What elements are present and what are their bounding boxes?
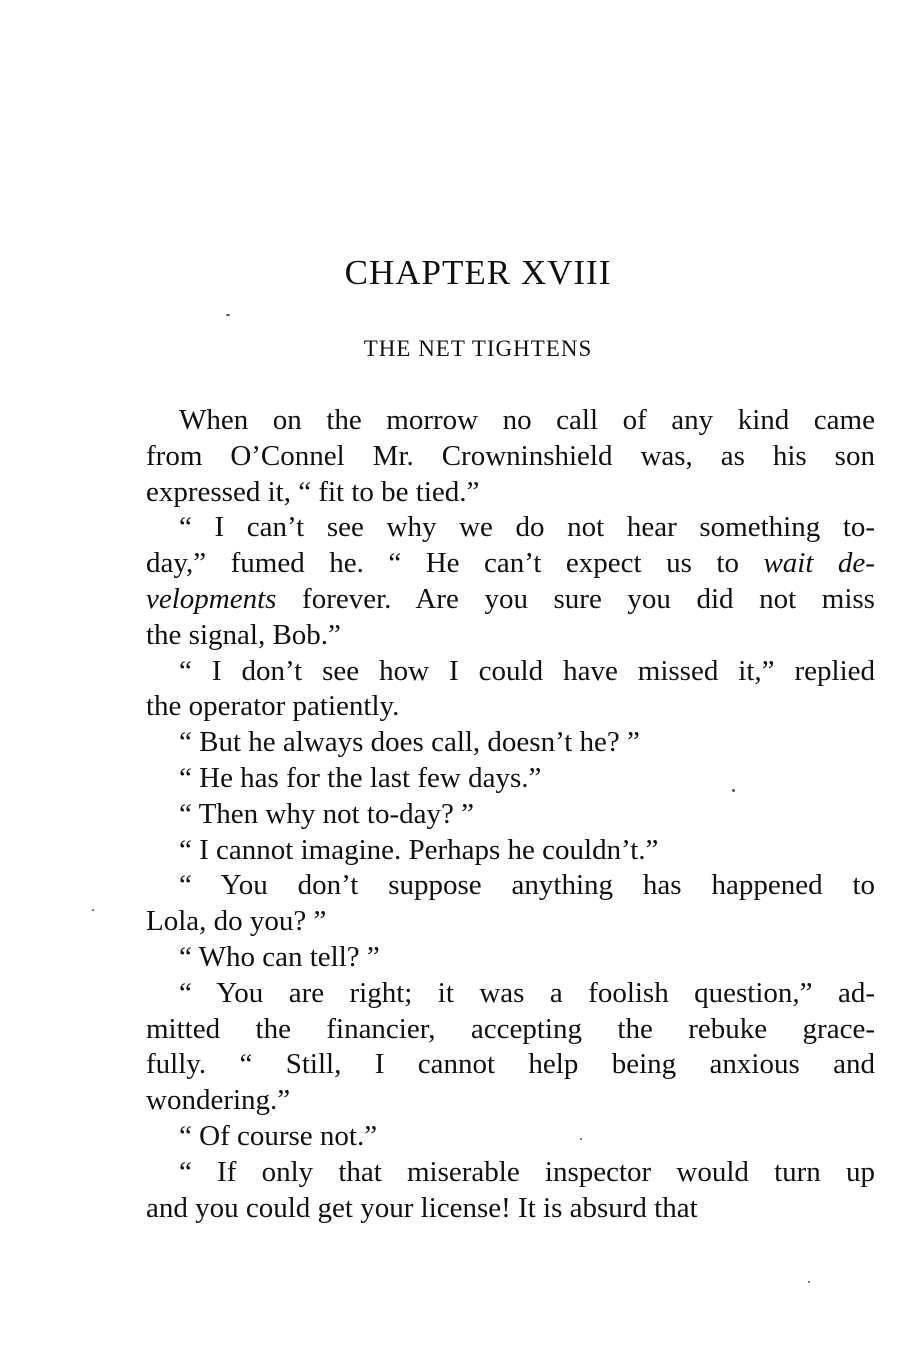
- text-line-content: “ I don’t see how I could have missed it,” replied: [179, 654, 876, 687]
- paragraph: [113, 654, 876, 726]
- paragraph: [113, 797, 842, 833]
- text-line: [113, 904, 842, 940]
- text-line-content: “ Then why not to-day? ”: [179, 797, 475, 830]
- text-line: [113, 1119, 842, 1155]
- text-line-content: “ You are right; it was a foolish question,” ad-: [179, 976, 875, 1009]
- text-line: [113, 1191, 842, 1227]
- text-line: [113, 510, 876, 546]
- chapter-subtitle: THE NET TIGHTENS: [363, 336, 593, 361]
- text-line-content: fully. “ Still, I cannot help being anxious and: [146, 1048, 875, 1081]
- text-line-content: mitted the financier, accepting the rebuke grace-: [146, 1012, 875, 1045]
- text-line-content: “ Who can tell? ”: [179, 940, 380, 973]
- paragraph: [113, 833, 842, 869]
- italic-text: velopments: [146, 582, 277, 615]
- text-line: [113, 976, 875, 1012]
- text-line-content: the operator patiently.: [146, 690, 400, 723]
- text-line-content: “ I can’t see why we do not hear something to-: [179, 511, 876, 544]
- paragraph: [113, 510, 876, 653]
- text-line-content: Lola, do you? ”: [146, 905, 327, 938]
- text-line: [113, 1012, 875, 1048]
- scan-speck: [580, 1138, 582, 1140]
- text-line: [113, 475, 842, 511]
- paragraph: [113, 868, 876, 940]
- text-line-content: “ You don’t suppose anything has happened to: [179, 869, 876, 902]
- text-line-content: the signal, Bob.”: [146, 618, 341, 651]
- scan-speck: [808, 1281, 810, 1283]
- body-text: [113, 403, 876, 1226]
- text-line: [113, 654, 876, 690]
- text-line-content: When on the morrow no call of any kind came: [179, 404, 875, 436]
- text-line: [113, 546, 875, 582]
- text-line: [113, 1083, 842, 1119]
- text-line: [113, 940, 842, 976]
- italic-text: wait de-: [763, 547, 875, 580]
- text-line-content: “ But he always does call, doesn’t he? ”: [179, 726, 640, 759]
- text-line: [113, 725, 842, 761]
- scan-speck: [732, 789, 735, 792]
- text-line: [113, 1155, 875, 1191]
- text-line-content: expressed it, “ fit to be tied.”: [146, 475, 480, 508]
- paragraph: [113, 1155, 875, 1227]
- text-line-content: from O’Connel Mr. Crowninshield was, as his son: [146, 439, 875, 472]
- text-line-content: forever. Are you sure you did not miss: [276, 582, 875, 615]
- scan-speck: [92, 909, 94, 911]
- text-line: [113, 439, 875, 475]
- text-line: [113, 403, 875, 439]
- paragraph: [113, 725, 842, 761]
- text-line: [113, 833, 842, 869]
- scan-speck: [226, 314, 230, 316]
- text-line-content: “ I cannot imagine. Perhaps he couldn’t.”: [179, 833, 659, 866]
- text-line: [113, 618, 842, 654]
- text-line: [113, 1047, 875, 1083]
- paragraph: [113, 1119, 842, 1155]
- text-line: [113, 582, 875, 618]
- text-line: [113, 689, 842, 725]
- paragraph: [113, 403, 875, 510]
- paragraph: [113, 976, 875, 1119]
- text-line-content: day,” fumed he. “ He can’t expect us to: [146, 547, 764, 580]
- chapter-title: CHAPTER XVIII: [344, 253, 612, 292]
- text-line-content: “ He has for the last few days.”: [179, 761, 542, 794]
- text-line-content: and you could get your license! It is absurd that: [146, 1191, 698, 1224]
- text-line-content: wondering.”: [146, 1084, 291, 1117]
- text-line-content: “ If only that miserable inspector would turn up: [179, 1155, 875, 1188]
- text-line-content: “ Of course not.”: [179, 1119, 378, 1152]
- text-line: [113, 868, 876, 904]
- paragraph: [113, 940, 842, 976]
- text-line: [113, 797, 842, 833]
